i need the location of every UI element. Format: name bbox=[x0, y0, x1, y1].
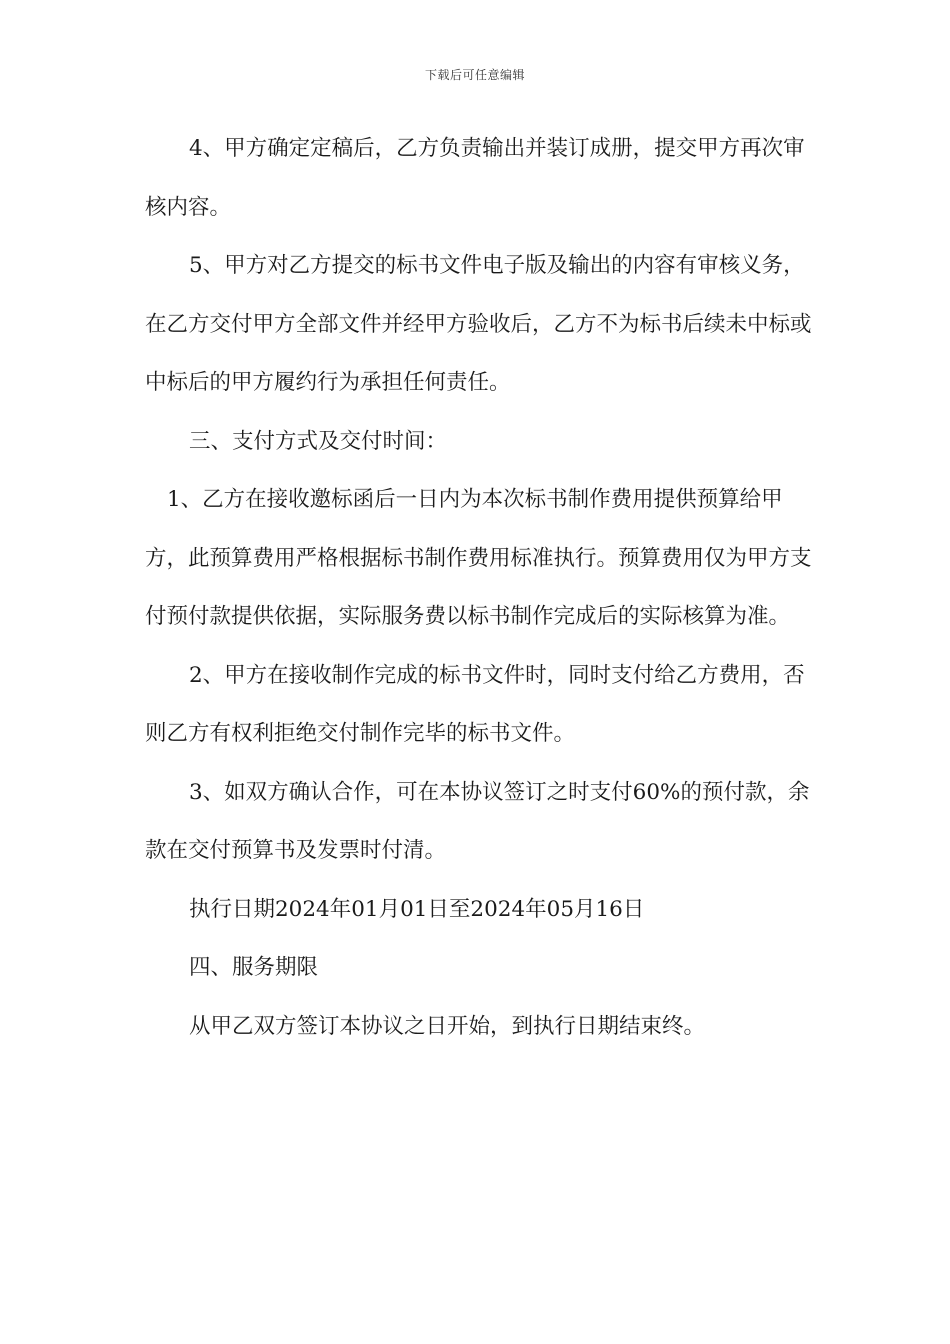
execution-date-line: 执行日期2024年01月01日至2024年05月16日 bbox=[189, 896, 645, 922]
paragraph-item-5: 5、甲方对乙方提交的标书文件电子版及输出的内容有审核义务，在乙方交付甲方全部文件并经甲方验收后，乙方不为标书后续未中标或中标后的甲方履约行为承担任何责任。 bbox=[145, 253, 812, 395]
document-body bbox=[145, 120, 817, 1056]
section-heading-service-period: 四、服务期限 bbox=[189, 955, 319, 980]
page-header: 下载后可任意编辑 bbox=[424, 68, 525, 82]
paragraph-payment-2: 2、甲方在接收制作完成的标书文件时，同时支付给乙方费用，否则乙方有权利拒绝交付制作完毕的标书文件。 bbox=[145, 662, 805, 746]
paragraph-payment-1: 1、乙方在接收邀标函后一日内为本次标书制作费用提供预算给甲方，此预算费用严格根据标书制作费用标准执行。预算费用仅为甲方支付预付款提供依据，实际服务费以标书制作完成后的实际核算为准。 bbox=[145, 487, 812, 629]
paragraph-payment-3: 3、如双方确认合作，可在本协议签订之时支付60%的预付款，余款在交付预算书及发票时付清。 bbox=[145, 779, 810, 863]
section-heading-payment: 三、支付方式及交付时间： bbox=[189, 428, 448, 454]
paragraph-item-4: 4、甲方确定定稿后，乙方负责输出并装订成册，提交甲方再次审核内容。 bbox=[145, 136, 805, 220]
paragraph-service-period: 从甲乙双方签订本协议之日开始，到执行日期结束终。 bbox=[189, 1013, 706, 1039]
